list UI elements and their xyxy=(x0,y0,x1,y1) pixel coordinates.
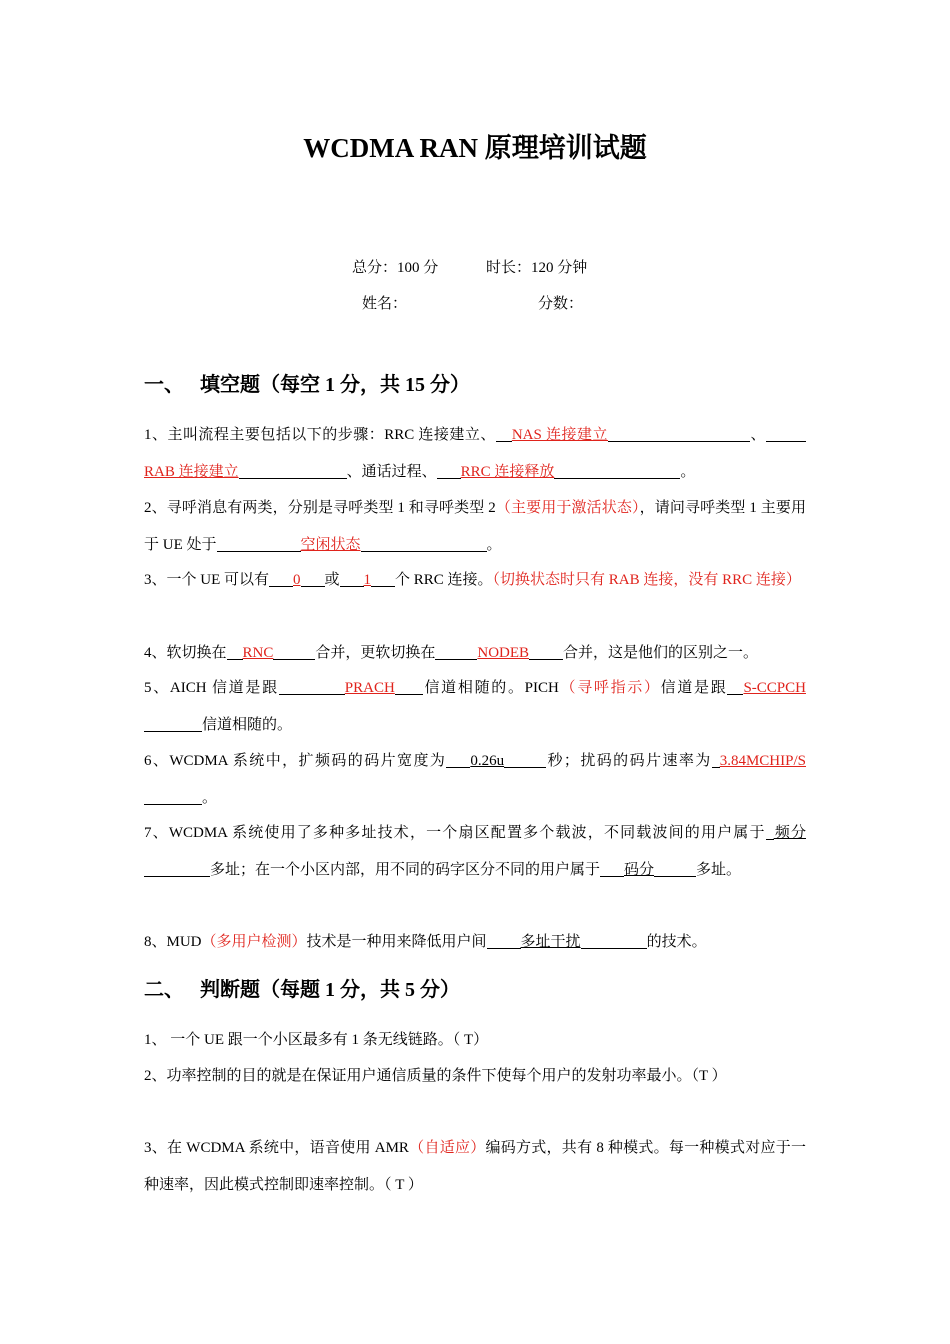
q7-text-2: 多址；在一个小区内部，用不同的码字区分不同的用户属于 xyxy=(210,861,601,878)
q5-text-3: 信道是跟 xyxy=(660,680,728,696)
tf-q3-text-2: 编码方式，共有 8 种模式。每一种模式对应于一种速率，因此模式控制即速率控制。（ T ） xyxy=(144,1140,806,1193)
q1-answer-2: RAB 连接建立 xyxy=(144,463,239,480)
tf-q3-text: 3、在 WCDMA 系统中，语音使用 AMR xyxy=(144,1140,409,1156)
page-title: WCDMA RAN 原理培训试题 xyxy=(303,133,647,163)
q6-text-2: 秒；扰码的码片速率为 xyxy=(546,753,712,769)
q5-answer-1: PRACH xyxy=(344,680,395,696)
question-6 xyxy=(144,743,806,816)
q5-answer-2: S-CCPCH xyxy=(743,680,806,696)
q3-text: 3、一个 UE 可以有 xyxy=(144,572,269,588)
q2-text: 2、寻呼消息有两类，分别是寻呼类型 1 和寻呼类型 2 xyxy=(144,500,496,516)
q3-text-2: 个 RRC 连接。 xyxy=(395,572,493,588)
q8-text: 8、MUD xyxy=(144,934,202,950)
total-score: 总分：100 分 xyxy=(352,260,439,276)
q3-answer-1: 0 xyxy=(293,572,301,588)
q7-end: 多址。 xyxy=(696,861,742,878)
name-label: 姓名： xyxy=(362,296,408,312)
q3-or: 或 xyxy=(324,572,340,588)
q2-answer-1: 空闲状态 xyxy=(300,536,361,553)
q5-end: 信道相随的。 xyxy=(202,716,293,733)
duration: 时长：120 分钟 xyxy=(486,260,588,276)
q4-text: 4、软切换在 xyxy=(144,645,227,661)
q7-answer-2: 码分 xyxy=(624,861,655,878)
section-2-title: 判断题（每题 1 分，共 5 分） xyxy=(200,979,460,1001)
q3-answer-2: 1 xyxy=(363,572,372,588)
q5-note: （寻呼指示） xyxy=(558,680,661,696)
q7-text: 7、WCDMA 系统使用了多种多址技术，一个扇区配置多个载波，不同载波间的用户属于 xyxy=(144,825,766,841)
question-1 xyxy=(144,417,806,490)
q4-text-3: 合并，这是他们的区别之一。 xyxy=(563,645,759,661)
section-2-heading xyxy=(144,975,460,1005)
q8-answer-1: 多址干扰 xyxy=(520,934,581,950)
q1-text-2: 、通话过程、 xyxy=(346,463,437,480)
tf-q3-note: （自适应） xyxy=(408,1140,486,1156)
q3-note: （切换状态时只有 RAB 连接，没有 RRC 连接） xyxy=(492,572,801,588)
q6-end: 。 xyxy=(202,789,218,806)
tf-question-2: 2、功率控制的目的就是在保证用户通信质量的条件下使每个用户的发射功率最小。（T ） xyxy=(144,1068,727,1084)
q1-answer-1: NAS 连接建立 xyxy=(511,427,609,443)
question-7 xyxy=(144,815,806,888)
question-2 xyxy=(144,490,806,563)
q5-text-2: 信道相随的。PICH xyxy=(422,680,559,696)
q2-text-2: ，请问寻呼类型 1 主要用于 UE 处于 xyxy=(144,500,806,553)
q1-end: 。 xyxy=(680,463,696,480)
section-1-title: 填空题（每空 1 分，共 15 分） xyxy=(200,374,470,396)
question-5 xyxy=(144,670,806,743)
q1-sep: 、 xyxy=(750,427,766,443)
q4-text-2: 合并，更软切换在 xyxy=(315,645,436,661)
score-label: 分数： xyxy=(538,296,584,312)
q1-answer-3: RRC 连接释放 xyxy=(460,463,555,480)
question-4 xyxy=(144,635,806,672)
section-1-heading xyxy=(144,370,470,400)
q4-answer-1: RNC xyxy=(242,645,274,661)
q4-answer-2: NODEB xyxy=(477,645,530,661)
q8-note: （多用户检测） xyxy=(201,934,307,950)
question-3 xyxy=(144,562,806,599)
q5-text: 5、AICH 信道是跟 xyxy=(144,680,279,696)
q6-answer-2: 3.84MCHIP/S xyxy=(719,753,806,769)
q6-text: 6、WCDMA 系统中，扩频码的码片宽度为 xyxy=(144,753,447,769)
q8-end: 的技术。 xyxy=(646,934,707,950)
tf-question-3 xyxy=(144,1130,806,1203)
section-1-number: 一、 xyxy=(144,374,184,396)
tf-question-1: 1、 一个 UE 跟一个小区最多有 1 条无线链路。（ T） xyxy=(144,1032,489,1048)
q2-note: （主要用于激活状态） xyxy=(495,500,640,516)
q6-answer-1: 0.26u xyxy=(470,753,505,769)
q1-text: 1、主叫流程主要包括以下的步骤：RRC 连接建立、 xyxy=(144,427,496,443)
q7-answer-1: 频分 xyxy=(773,825,806,841)
question-8 xyxy=(144,924,806,961)
q8-text-2: 技术是一种用来降低用户间 xyxy=(306,934,487,950)
section-2-number: 二、 xyxy=(144,979,184,1001)
q2-end: 。 xyxy=(486,536,502,553)
